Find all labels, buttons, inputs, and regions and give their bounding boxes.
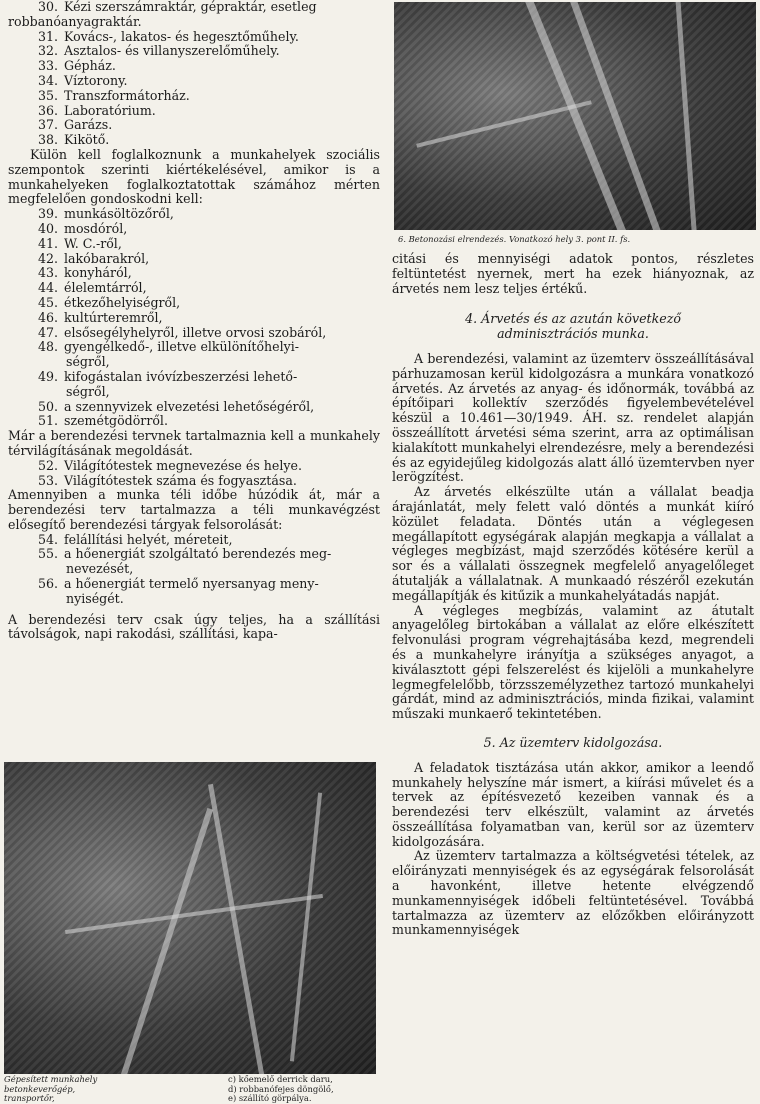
caption-line: betonkeverőgép, — [4, 1083, 76, 1094]
list-item-number: 43. — [38, 265, 59, 281]
left-column — [8, 0, 380, 642]
list-item — [8, 222, 380, 237]
list-item — [8, 0, 380, 15]
paragraph-continuation: citási és mennyiségi adatok pontos, részletes feltüntetést nyernek, mert ha ezek hiányoznak, az árvetés nem lesz teljes értékű. — [392, 251, 754, 296]
list-item-text: Laboratórium. — [60, 102, 156, 118]
list-item-text: Kikötő. — [60, 132, 110, 148]
list-item-number: 49. — [38, 368, 59, 384]
paragraph-winter: Amennyiben a munka téli időbe húzódik át, már a berendezési terv tartalmazza a téli munkavégzést elősegítő berendezési tárgyak felsorolását: — [8, 487, 380, 532]
list-item-number: 36. — [38, 102, 59, 118]
list-item-text: konyháról, — [60, 265, 132, 281]
section-heading-4 — [392, 312, 754, 342]
list-item-number: 48. — [38, 339, 59, 355]
paragraph-social: Külön kell foglalkoznunk a munkahelyek szociális szempontok szerinti kiértékelésével, amikor is a munkahelyeken foglalkoztatottak számához mérten megfelelően gondoskodni kell: — [8, 146, 380, 207]
paragraph-plan-complete: A berendezési terv csak úgy teljes, ha a szállítási távolságok, napi rakodási, szállítási, kapa- — [8, 611, 380, 642]
list-item-text: Világítótestek megnevezése és helye. — [60, 457, 302, 473]
list-item-number: 32. — [38, 43, 59, 59]
list-item — [8, 44, 380, 59]
list-item-number: 35. — [38, 87, 59, 103]
list-item — [8, 104, 380, 119]
list-item — [8, 370, 380, 385]
paragraph-offer: Az árvetés elkészülte után a vállalat beadja árajánlatát, mely felett való döntés a munkát kiíró közület feladata. Döntés után a véglegesen megállapított egységárak alapján megkapja a vállalat a végleges megbízást, majd szerződés kötésére kerül a sor és a vállalati összegnek megfelelő anyagelőleget átutalják a vállalatnak. A munkaadó részéről ezekután megállapítják és kitűzik a munkahelyátadás napját. — [392, 484, 754, 603]
list-item-continuation: ségről, — [66, 354, 110, 370]
list-item — [8, 459, 380, 474]
list-item-number: 55. — [38, 546, 59, 562]
list-item-number: 37. — [38, 117, 59, 133]
heading-line: adminisztrációs munka. — [497, 326, 649, 342]
list-item-number: 41. — [38, 235, 59, 251]
list-item-number: 46. — [38, 309, 59, 325]
list-item-number: 42. — [38, 250, 59, 266]
caption-line: d) robbanófejes döngölő, — [228, 1083, 334, 1094]
list-item-continuation: nevezését, — [66, 561, 134, 577]
photo-caption-left — [4, 1075, 194, 1104]
section-heading-5: 5. Az üzemterv kidolgozása. — [483, 734, 663, 750]
list-item-text: Víztorony. — [60, 72, 128, 88]
list-item-number: 51. — [38, 413, 59, 429]
list-item — [8, 311, 380, 326]
list-item-number: 33. — [38, 58, 59, 74]
list-item-text: kifogástalan ivóvízbeszerzési lehető- — [60, 368, 298, 384]
list-item-number: 39. — [38, 206, 59, 222]
list-item — [8, 340, 380, 355]
list-item — [8, 89, 380, 104]
list-item — [8, 296, 380, 311]
list-item-number: 30. — [38, 0, 59, 14]
list-item-number: 34. — [38, 72, 59, 88]
list-item — [8, 474, 380, 489]
list-item-text: gyengélkedő-, illetve elkülönítőhelyi- — [60, 339, 300, 355]
list-item-text: Asztalos- és villanyszerelőműhely. — [60, 43, 280, 59]
list-item — [8, 74, 380, 89]
numbered-list-social — [8, 207, 380, 429]
list-item-text: a hőenergiát szolgáltató berendezés meg- — [60, 546, 332, 562]
list-item — [8, 414, 380, 429]
photo-concreting-arrangement — [394, 2, 756, 230]
paragraph-estimate: A berendezési, valamint az üzemterv összeállításával párhuzamosan kerül kidolgozásra a munkára vonatkozó árvetés. Az árvetés az anyag- és időnormák, továbbá az építőipari kollektív szerződés figyelembevételével készül a 10.461—30/1949. ÁH. sz. rendelet alapján összeállított árvetési séma szerint, arra az optimálisan kialakított munkahelyi elrendezésre, mely a berendezési és az egyidejűleg kidolgozás alatt álló üzemtervben nyer lerögzítést. — [392, 350, 754, 485]
list-item-number: 31. — [38, 28, 59, 44]
list-item — [8, 133, 380, 148]
caption-line: e) szállító görpálya. — [228, 1093, 312, 1103]
list-item-text: étkezőhelyiségről, — [60, 294, 181, 310]
list-item — [8, 533, 380, 548]
list-item-number: 40. — [38, 220, 59, 236]
list-item-text: a szennyvizek elvezetési lehetőségéről, — [60, 398, 315, 414]
list-item — [8, 252, 380, 267]
paragraph-operating-plan: A feladatok tisztázása után akkor, amikor a leendő munkahely helyszíne már ismert, a kiírási művelet és a tervek az építésvezető kezeiben vannak és a berendezési terv elkészült, valamint az árvetés összeállítása folyamatban van, kerül sor az üzemterv kidolgozására. — [392, 759, 754, 849]
numbered-list-facilities — [8, 0, 380, 148]
list-item-number: 53. — [38, 472, 59, 488]
numbered-list-winter — [8, 533, 380, 607]
list-item — [8, 547, 380, 562]
list-item — [8, 577, 380, 592]
list-item-continuation: nyiségét. — [66, 590, 124, 606]
list-item — [8, 118, 380, 133]
list-item — [8, 326, 380, 341]
list-item-continuation: robbanóanyagraktár. — [8, 13, 142, 29]
heading-line: 4. Árvetés és az azután következő — [465, 311, 681, 327]
list-item-text: élelemtárról, — [60, 280, 147, 296]
list-item-number: 50. — [38, 398, 59, 414]
list-item-text: W. C.-ről, — [60, 235, 122, 251]
list-item-number: 45. — [38, 294, 59, 310]
list-item — [8, 266, 380, 281]
paragraph-commission: A végleges megbízás, valamint az átutalt anyagelőleg birtokában a vállalat az előre elkészített felvonulási program végrehajtásába kezd, megrendeli és a munkahelyre irányítja a szükséges anyagot, a kiválasztott gépi felszerelést és kijelöli a munkahelyre legmegfelelőbb, törzsszemélyzethez tartozó munkahelyi gárdát, mind az adminisztrációs, minda fizikai, valamint műszaki munkaerő tekintetében. — [392, 602, 754, 722]
list-item-text: Gépház. — [60, 58, 116, 74]
list-item-text: a hőenergiát termelő nyersanyag meny- — [60, 576, 319, 592]
list-item-text: Világítótestek száma és fogyasztása. — [60, 472, 297, 488]
list-item-text: Garázs. — [60, 117, 113, 133]
list-item — [8, 59, 380, 74]
numbered-list-lighting — [8, 459, 380, 489]
caption-line: c) kőemelő derrick daru, — [228, 1074, 333, 1084]
list-item-text: felállítási helyét, méreteit, — [60, 531, 233, 547]
list-item-text: munkásöltözőről, — [60, 206, 174, 222]
list-item-number: 38. — [38, 132, 59, 148]
photo-mechanized-worksite — [4, 762, 376, 1074]
list-item-text: Kovács-, lakatos- és hegesztőműhely. — [60, 28, 299, 44]
list-item — [8, 237, 380, 252]
photo-caption-top: 6. Betonozási elrendezés. Vonatkozó hely 3. pont II. fs. — [398, 234, 631, 244]
list-item — [8, 281, 380, 296]
list-item — [8, 400, 380, 415]
paragraph-lighting: Már a berendezési tervnek tartalmaznia kell a munkahely térvilágításának megoldását. — [8, 428, 380, 458]
list-item — [8, 30, 380, 45]
caption-line: transportőr, — [4, 1093, 55, 1103]
list-item-text: elsősegélyhelyről, illetve orvosi szobáról, — [60, 324, 327, 340]
list-item-text: lakóbarakról, — [60, 250, 150, 266]
list-item-continuation: ségről, — [66, 383, 110, 399]
photo-caption-right — [228, 1075, 378, 1104]
paragraph-plan-contents: Az üzemterv tartalmazza a költségvetési tételek, az előirányzati mennyiségek és az egységárak felsorolását a havonként, illetve hetente elvégzendő munkamennyiségek időbeli feltüntetésével. Továbbá tartalmazza az üzemterv az előzőkben előirányzott munkamennyiségek — [392, 848, 754, 938]
list-item-text: szemétgödörről. — [60, 413, 168, 429]
list-item-number: 47. — [38, 324, 59, 340]
list-item-text: kultúrteremről, — [60, 309, 163, 325]
list-item-number: 54. — [38, 531, 59, 547]
list-item-text: Kézi szerszámraktár, gépraktár, esetleg — [60, 0, 317, 14]
list-item-number: 56. — [38, 576, 59, 592]
list-item-number: 44. — [38, 280, 59, 296]
list-item-text: Transzformátorház. — [60, 87, 190, 103]
list-item-text: mosdóról, — [60, 220, 128, 236]
list-item — [8, 207, 380, 222]
right-column — [392, 252, 754, 938]
caption-line: Gépesített munkahely — [4, 1074, 98, 1084]
list-item-number: 52. — [38, 457, 59, 473]
